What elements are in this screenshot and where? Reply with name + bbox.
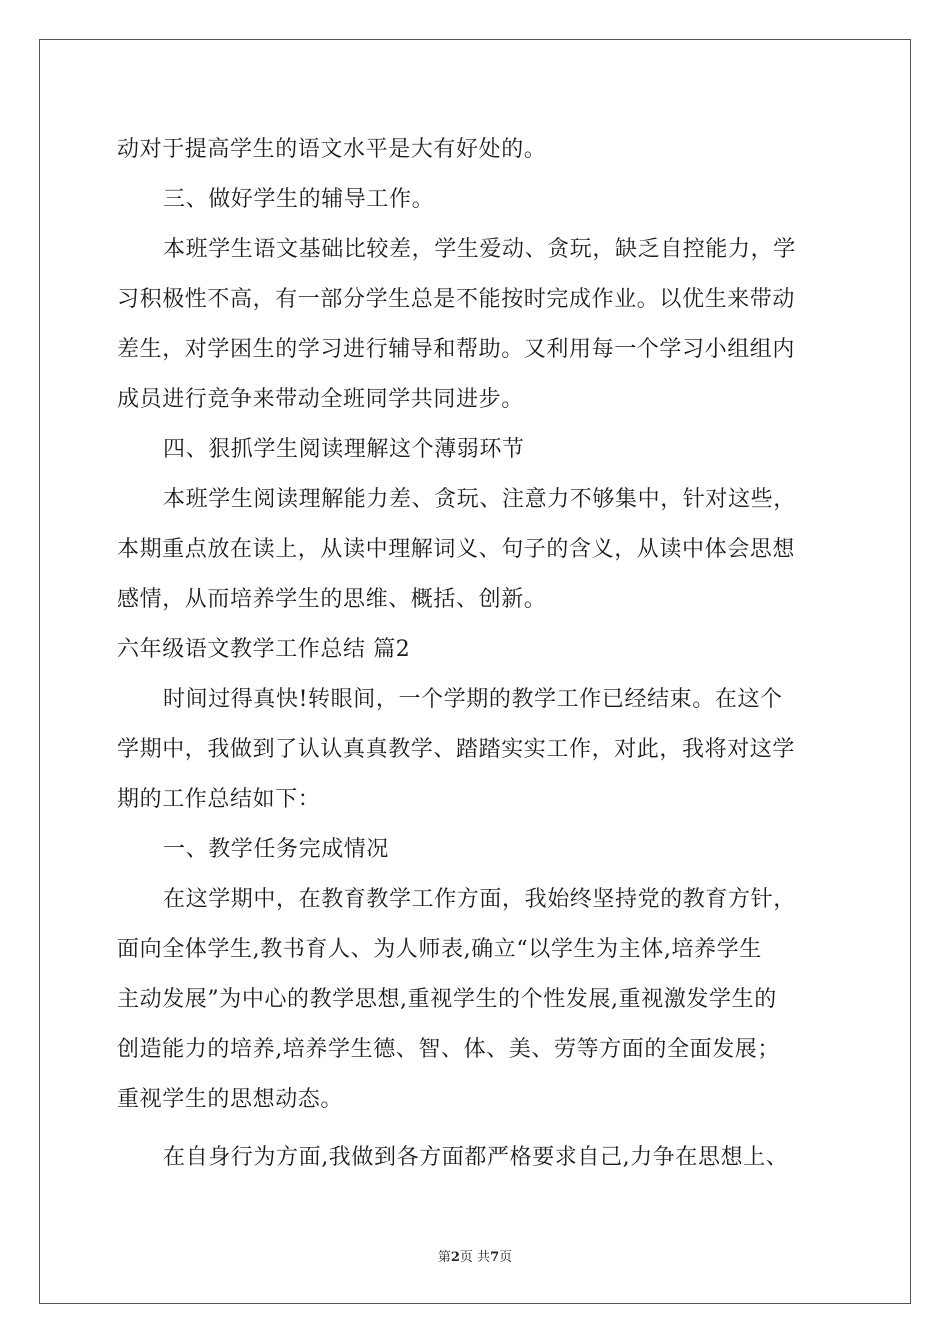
- section-heading: 一、教学任务完成情况: [163, 837, 390, 862]
- section-heading: 三、做好学生的辅导工作。: [163, 187, 435, 212]
- text-line: 本班学生阅读理解能力差、贪玩、注意力不够集中，针对这些，: [163, 487, 796, 512]
- text-line: 在自身行为方面,我做到各方面都严格要求自己,力争在思想上、: [163, 1145, 789, 1170]
- text-line: 习积极性不高，有一部分学生总是不能按时完成作业。以优生来带动: [117, 287, 796, 312]
- page-suffix: 页: [499, 1250, 513, 1265]
- page-current: 2: [450, 1250, 460, 1265]
- section-heading: 四、狠抓学生阅读理解这个薄弱环节: [163, 437, 525, 462]
- page-footer: [0, 1246, 950, 1265]
- text-line: 本班学生语文基础比较差，学生爱动、贪玩，缺乏自控能力，学: [163, 237, 796, 262]
- text-line: 在这学期中，在教育教学工作方面，我始终坚持党的教育方针，: [163, 887, 796, 912]
- page-total: 7: [490, 1250, 500, 1265]
- text-line: 面向全体学生,教书育人、为人师表,确立“以学生为主体,培养学生: [117, 937, 762, 962]
- text-line: 重视学生的思想动态。: [117, 1087, 344, 1112]
- text-line: 主动发展”为中心的教学思想,重视学生的个性发展,重视激发学生的: [117, 987, 777, 1012]
- page-prefix: 第: [437, 1250, 451, 1265]
- text-line: 成员进行竞争来带动全班同学共同进步。: [117, 387, 524, 412]
- article-title: 六年级语文教学工作总结 篇2: [117, 637, 411, 662]
- text-line: 时间过得真快!转眼间，一个学期的教学工作已经结束。在这个: [163, 687, 783, 712]
- text-line: 学期中，我做到了认认真真教学、踏踏实实工作，对此，我将对这学: [117, 737, 796, 762]
- text-line: 创造能力的培养,培养学生德、智、体、美、劳等方面的全面发展；: [117, 1037, 780, 1062]
- page-mid: 页 共: [459, 1250, 491, 1265]
- text-line: 本期重点放在读上，从读中理解词义、句子的含义，从读中体会思想: [117, 537, 796, 562]
- text-line: 差生，对学困生的学习进行辅导和帮助。又利用每一个学习小组组内: [117, 337, 796, 362]
- document-body: [117, 125, 835, 1183]
- text-line: 动对于提高学生的语文水平是大有好处的。: [117, 137, 547, 162]
- text-line: 感情，从而培养学生的思维、概括、创新。: [117, 587, 547, 612]
- text-line: 期的工作总结如下：: [117, 787, 321, 812]
